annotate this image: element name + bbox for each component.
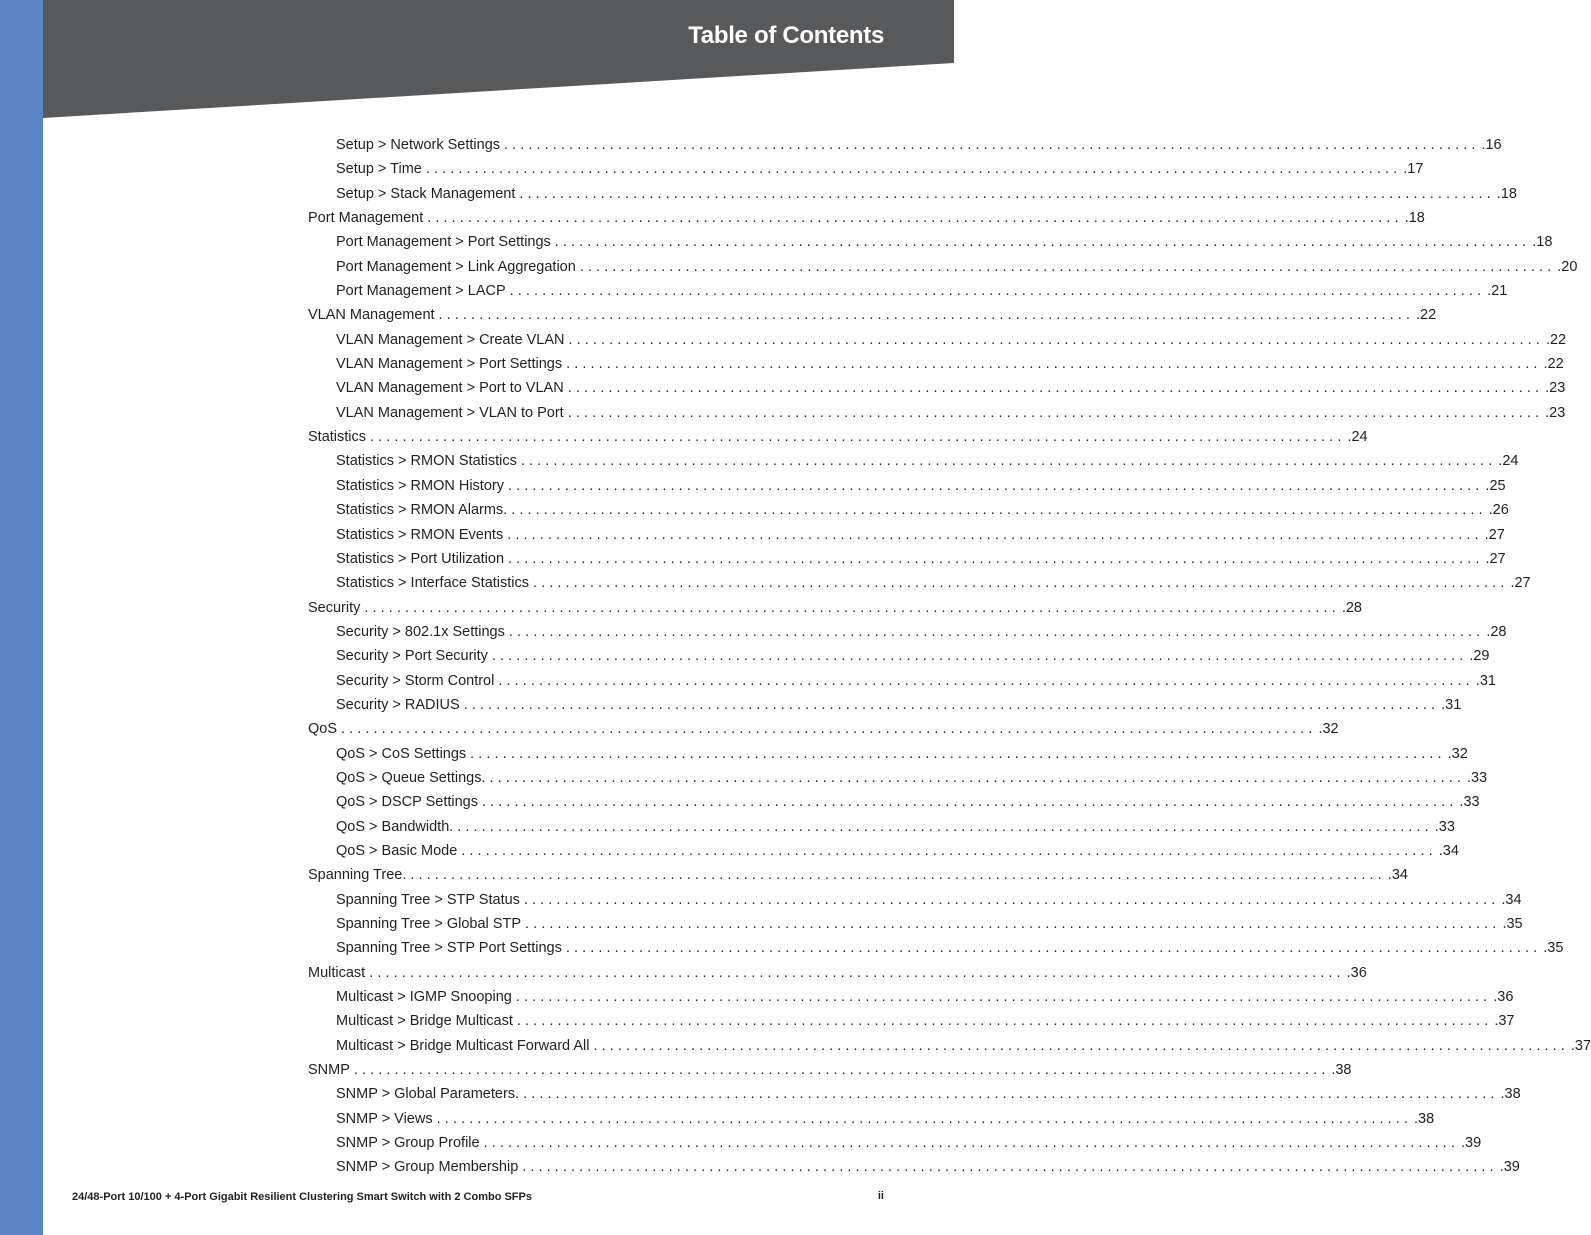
toc-dot-leader: ........................................................................................................................: [523, 1086, 1499, 1103]
toc-entry-page: .35: [1502, 916, 1523, 932]
toc-entry-label: Security > Storm Control: [336, 672, 495, 689]
toc-dot-leader: ........................................................................................................................: [489, 769, 1465, 786]
toc-dot-leader: ........................................................................................................................: [525, 916, 1501, 932]
toc-entry-label: Multicast > Bridge Multicast Forward All: [336, 1037, 590, 1054]
toc-entry[interactable]: [308, 328, 1567, 352]
toc-entry-label: QoS > DSCP Settings: [336, 794, 478, 811]
toc-entry[interactable]: [308, 255, 1578, 279]
toc-entry[interactable]: [308, 547, 1506, 571]
toc-dot-leader: ........................................................................................................................: [461, 842, 1437, 859]
toc-entry[interactable]: [308, 449, 1519, 473]
toc-entry[interactable]: [308, 961, 1367, 985]
toc-entry-label: Security: [308, 599, 361, 616]
toc-entry-label: Statistics > RMON Statistics: [336, 453, 517, 470]
toc-entry[interactable]: [308, 425, 1368, 449]
toc-entry[interactable]: [308, 644, 1490, 668]
toc-entry-page: .28: [1341, 599, 1362, 616]
toc-dot-leader: ........................................................................................................................: [364, 599, 1340, 616]
toc-entry-label: Multicast > Bridge Multicast: [336, 1013, 513, 1030]
toc-dot-leader: ........................................................................................................................: [566, 356, 1542, 373]
toc-entry-page: .39: [1461, 1135, 1482, 1152]
toc-entry-page: .23: [1545, 404, 1566, 421]
toc-entry-label: Setup > Network Settings: [336, 137, 501, 153]
toc-entry-page: .22: [1545, 331, 1567, 348]
toc-entry-label: Security > 802.1x Settings: [336, 623, 505, 640]
toc-dot-leader: ........................................................................................................................: [457, 818, 1433, 835]
toc-entry[interactable]: [308, 230, 1553, 254]
toc-entry-label: VLAN Management > Create VLAN: [336, 331, 565, 348]
toc-entry[interactable]: [308, 1131, 1482, 1155]
toc-entry[interactable]: [308, 936, 1564, 960]
toc-entry-label: QoS > CoS Settings: [336, 745, 467, 762]
toc-entry-label: SNMP > Views: [336, 1110, 433, 1127]
toc-entry-label: Port Management: [308, 210, 424, 227]
toc-entry[interactable]: [308, 133, 1502, 157]
toc-entry[interactable]: [308, 620, 1507, 644]
toc-entry-page: .38: [1414, 1110, 1435, 1127]
footer-product-name: 24/48-Port 10/100 + 4-Port Gigabit Resilient Clustering Smart Switch with 2 Combo SFPs: [72, 1191, 532, 1203]
toc-dot-leader: ........................................................................................................................: [554, 234, 1531, 251]
toc-dot-leader: ........................................................................................................................: [483, 1135, 1460, 1152]
toc-entry-page: .27: [1484, 526, 1505, 543]
toc-entry[interactable]: [308, 303, 1437, 327]
toc-dot-leader: ........................................................................................................................: [519, 185, 1495, 202]
toc-entry[interactable]: [308, 596, 1362, 620]
toc-entry[interactable]: [308, 985, 1514, 1009]
toc-dot-leader: ........................................................................................................................: [410, 867, 1386, 884]
toc-entry[interactable]: [308, 1107, 1435, 1131]
toc-entry[interactable]: [308, 474, 1506, 498]
toc-entry-page: .31: [1441, 696, 1462, 713]
toc-dot-leader: ........................................................................................................................: [533, 575, 1509, 592]
toc-entry-label: Setup > Time: [336, 161, 422, 178]
toc-entry-label: Spanning Tree.: [308, 867, 407, 884]
toc-entry-label: QoS > Bandwidth.: [336, 818, 454, 835]
page-title: Table of Contents: [688, 22, 884, 49]
toc-entry-label: Statistics > Interface Statistics: [336, 575, 530, 592]
toc-dot-leader: ........................................................................................................................: [507, 526, 1483, 543]
header-band-shape: [43, 0, 954, 120]
toc-entry-page: .22: [1415, 307, 1437, 324]
toc-entry-label: SNMP > Global Parameters.: [336, 1086, 520, 1103]
header-band: [43, 0, 954, 120]
toc-entry-page: .24: [1347, 429, 1368, 446]
toc-entry[interactable]: [308, 352, 1564, 376]
toc-entry[interactable]: [308, 376, 1566, 400]
toc-dot-leader: ........................................................................................................................: [438, 307, 1414, 324]
toc-dot-leader: ........................................................................................................................: [504, 137, 1480, 153]
toc-entry-label: VLAN Management > VLAN to Port: [336, 404, 564, 421]
toc-entry-page: .33: [1466, 769, 1488, 786]
toc-entry[interactable]: [308, 1082, 1521, 1106]
toc-entry[interactable]: [308, 182, 1517, 206]
toc-dot-leader: ........................................................................................................................: [498, 672, 1474, 689]
toc-entry[interactable]: [308, 1009, 1515, 1033]
toc-entry[interactable]: [308, 523, 1505, 547]
toc-entry-page: .24: [1498, 453, 1519, 470]
toc-entry-label: SNMP > Group Profile: [336, 1135, 480, 1152]
toc-entry-label: Statistics > Port Utilization: [336, 550, 505, 567]
toc-entry-page: .34: [1387, 867, 1408, 884]
toc-entry-label: Port Management > Port Settings: [336, 234, 551, 251]
toc-entry[interactable]: [308, 498, 1509, 522]
toc-entry-label: VLAN Management > Port Settings: [336, 356, 563, 373]
toc-dot-leader: ........................................................................................................................: [463, 696, 1440, 713]
toc-entry-page: .35: [1543, 940, 1564, 957]
toc-entry-label: Spanning Tree > Global STP: [336, 916, 521, 932]
toc-entry[interactable]: [308, 571, 1531, 595]
toc-entry[interactable]: [308, 669, 1496, 693]
toc-entry-label: QoS: [308, 721, 338, 738]
toc-entry-page: .32: [1318, 721, 1339, 738]
toc-entry-page: .37: [1494, 1013, 1515, 1030]
toc-dot-leader: ........................................................................................................................: [509, 283, 1486, 300]
toc-entry-page: .23: [1545, 380, 1566, 397]
toc-dot-leader: ........................................................................................................................: [593, 1037, 1569, 1054]
toc-entry-label: Statistics > RMON Events: [336, 526, 504, 543]
toc-entry-label: Statistics: [308, 429, 367, 446]
toc-entry-label: Security > Port Security: [336, 648, 488, 665]
toc-entry[interactable]: [308, 888, 1522, 912]
toc-entry-label: Security > RADIUS: [336, 696, 460, 713]
toc-entry-page: .31: [1475, 672, 1496, 689]
toc-entry[interactable]: [308, 1034, 1591, 1058]
toc-entry-label: Spanning Tree > STP Port Settings: [336, 940, 562, 957]
toc-entry-page: .34: [1501, 891, 1522, 908]
toc-entry-page: .39: [1499, 1159, 1520, 1176]
toc-dot-leader: ........................................................................................................................: [470, 745, 1446, 762]
toc-dot-leader: ........................................................................................................................: [515, 989, 1492, 1006]
toc-entry-label: QoS > Queue Settings.: [336, 769, 486, 786]
left-sidebar-bar: [0, 0, 43, 1235]
toc-dot-leader: ........................................................................................................................: [508, 550, 1484, 567]
toc-entry-label: SNMP > Group Membership: [336, 1159, 519, 1176]
toc-entry-label: QoS > Basic Mode: [336, 842, 458, 859]
toc-entry-label: Statistics > RMON History: [336, 477, 504, 494]
toc-dot-leader: ........................................................................................................................: [511, 502, 1487, 519]
toc-entry-label: Statistics > RMON Alarms.: [336, 502, 508, 519]
toc-entry-page: .20: [1557, 258, 1578, 275]
toc-entry-page: .36: [1346, 964, 1367, 981]
toc-entry[interactable]: [308, 790, 1480, 814]
toc-entry[interactable]: [308, 839, 1459, 863]
toc-entry[interactable]: [308, 401, 1566, 425]
toc-entry-page: .36: [1493, 989, 1514, 1006]
toc-entry[interactable]: [308, 742, 1468, 766]
toc-entry-label: VLAN Management: [308, 307, 435, 324]
toc-entry[interactable]: [308, 1155, 1520, 1179]
toc-entry-page: .38: [1500, 1086, 1521, 1103]
toc-dot-leader: ........................................................................................................................: [567, 380, 1544, 397]
toc-entry[interactable]: [308, 815, 1455, 839]
toc-entry[interactable]: [308, 766, 1488, 790]
toc-entry-label: Port Management > LACP: [336, 283, 506, 300]
toc-dot-leader: ........................................................................................................................: [481, 794, 1458, 811]
toc-entry-label: Setup > Stack Management: [336, 185, 516, 202]
toc-dot-leader: ........................................................................................................................: [370, 429, 1346, 446]
toc-dot-leader: ........................................................................................................................: [491, 648, 1468, 665]
toc-entry[interactable]: [308, 863, 1408, 887]
toc-dot-leader: ........................................................................................................................: [568, 331, 1544, 348]
toc-entry-page: .25: [1485, 477, 1506, 494]
toc-entry[interactable]: [308, 206, 1425, 230]
footer-page-number: ii: [877, 1190, 884, 1202]
toc-entry[interactable]: [308, 912, 1523, 936]
toc-dot-leader: ........................................................................................................................: [436, 1110, 1413, 1127]
toc-entry-page: .29: [1469, 648, 1490, 665]
toc-entry[interactable]: [308, 279, 1508, 303]
toc-dot-leader: ........................................................................................................................: [567, 404, 1544, 421]
toc-entry-label: VLAN Management > Port to VLAN: [336, 380, 564, 397]
toc-dot-leader: ........................................................................................................................: [425, 161, 1402, 178]
toc-entry-page: .26: [1488, 502, 1509, 519]
toc-entry-page: .33: [1434, 818, 1455, 835]
toc-dot-leader: ........................................................................................................................: [579, 258, 1556, 275]
toc-entry-label: Multicast > IGMP Snooping: [336, 989, 512, 1006]
toc-dot-leader: ........................................................................................................................: [507, 477, 1484, 494]
toc-entry-page: .18: [1404, 210, 1425, 227]
toc-entry[interactable]: [308, 1058, 1352, 1082]
toc-entry-page: .27: [1485, 550, 1506, 567]
toc-entry-page: .21: [1487, 283, 1508, 300]
toc-entry[interactable]: [308, 693, 1462, 717]
toc-entry-label: Spanning Tree > STP Status: [336, 891, 520, 908]
toc-dot-leader: ........................................................................................................................: [523, 891, 1500, 908]
toc-entry-label: Multicast: [308, 964, 366, 981]
toc-entry[interactable]: [308, 157, 1424, 181]
toc-entry-page: .33: [1459, 794, 1480, 811]
toc-dot-leader: ........................................................................................................................: [522, 1159, 1498, 1176]
toc-dot-leader: ........................................................................................................................: [427, 210, 1403, 227]
toc-dot-leader: ........................................................................................................................: [516, 1013, 1493, 1030]
toc-entry-page: .27: [1510, 575, 1531, 592]
toc-dot-leader: ........................................................................................................................: [508, 623, 1485, 640]
toc-entry-page: .17: [1403, 161, 1424, 178]
toc-dot-leader: ........................................................................................................................: [353, 1062, 1330, 1079]
toc-dot-leader: ........................................................................................................................: [565, 940, 1542, 957]
toc-entry-page: .34: [1438, 842, 1459, 859]
toc-entry[interactable]: [308, 717, 1339, 741]
toc-dot-leader: ........................................................................................................................: [341, 721, 1317, 738]
toc-entry-page: .16: [1481, 137, 1502, 153]
toc-entry-page: .37: [1570, 1037, 1591, 1054]
toc-entry-page: .38: [1331, 1062, 1352, 1079]
toc-entry-page: .28: [1486, 623, 1507, 640]
toc-entry-page: .32: [1447, 745, 1468, 762]
table-of-contents: [308, 133, 1591, 1180]
toc-entry-label: SNMP: [308, 1062, 350, 1079]
toc-entry-label: Port Management > Link Aggregation: [336, 258, 576, 275]
toc-entry-page: .18: [1496, 185, 1517, 202]
toc-dot-leader: ........................................................................................................................: [369, 964, 1345, 981]
toc-dot-leader: ........................................................................................................................: [520, 453, 1497, 470]
toc-entry-page: .22: [1543, 356, 1564, 373]
toc-entry-page: .18: [1532, 234, 1553, 251]
